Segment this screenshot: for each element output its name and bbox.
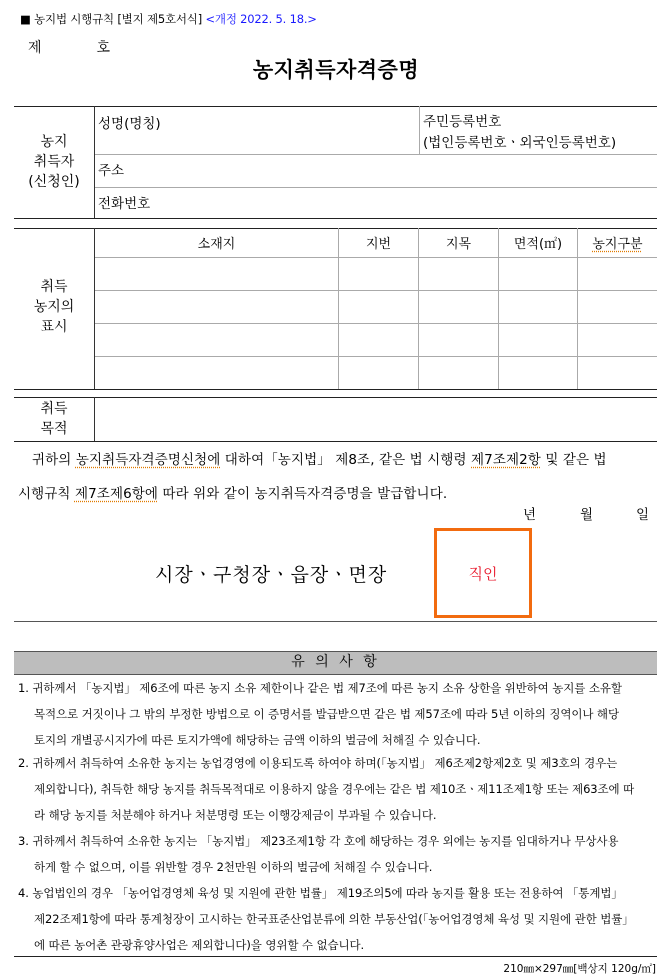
label-line: 표시 [40, 319, 68, 335]
id-label-line1: 주민등록번호 [423, 114, 502, 130]
land-table-body [95, 258, 657, 389]
table-cell-location-3[interactable] [95, 324, 338, 356]
purpose-label [14, 399, 94, 439]
notice-line: 3. 귀하께서 취득하여 소유한 농지는 「농지법」 제23조제1항 각 호에 해당하는 경우 외에는 농지를 임대하거나 무상사용 [18, 834, 619, 848]
divider [14, 228, 657, 229]
divider [14, 441, 657, 442]
serial-prefix: 제 [28, 40, 42, 56]
statement-line-2 [18, 482, 447, 502]
notice-line: 라 해당 농지를 처분해야 하거나 처분명령 또는 이행강제금이 부과될 수 있습니다. [34, 808, 437, 822]
address-label: 주소 [98, 163, 125, 179]
text: 귀하의 [32, 452, 76, 468]
name-label: 성명(명칭) [98, 116, 161, 132]
label-line: 농지의 [33, 299, 75, 315]
notice-line: 4. 농업법인의 경우 「농어업경영체 육성 및 지원에 관한 법률」 제19조의5에 따라 농지를 활용 또는 전용하여 「통계법」 [18, 886, 623, 900]
divider [95, 154, 657, 155]
divider [14, 621, 657, 622]
notice-line: 에 따른 농어촌 관광휴양사업은 제외합니다)을 영위할 수 없습니다. [34, 938, 365, 952]
divider [94, 397, 95, 441]
label-line: 목적 [40, 421, 68, 437]
phone-field[interactable] [98, 192, 150, 212]
text: 농지취득자격증명신청에 [75, 452, 221, 468]
date-year: 년 [523, 507, 537, 523]
issuer-title: 시장ㆍ구청장ㆍ읍장ㆍ면장 [155, 564, 388, 586]
form-reference [20, 11, 317, 27]
divider [14, 956, 657, 957]
statement-line-1 [32, 448, 607, 468]
table-cell-location-1[interactable] [95, 258, 338, 290]
text: 시행규칙 [18, 486, 75, 502]
divider [14, 218, 657, 219]
notice-item-1 [18, 675, 658, 753]
land-label [14, 277, 94, 337]
label-line: 취득 [40, 279, 68, 295]
notice-item-3 [18, 828, 658, 880]
notice-line: 제외합니다), 취득한 해당 농지를 취득목적대로 이용하지 않을 경우에는 같은 법 제10조ㆍ제11조제1항 또는 제63조에 따 [34, 782, 635, 796]
official-seal-box [434, 528, 532, 618]
text: 제7조제6항에 [74, 486, 159, 502]
paper-spec: 210㎜×297㎜[백상지 120g/㎡] [503, 963, 656, 975]
id-label-line2: (법인등록번호ㆍ외국인등록번호) [423, 135, 617, 151]
divider [14, 389, 657, 390]
table-cell-location-2[interactable] [95, 291, 338, 323]
divider [94, 106, 95, 218]
serial-suffix: 호 [96, 40, 110, 56]
address-field[interactable] [98, 159, 124, 179]
column-header-area: 면적(㎡) [513, 237, 563, 252]
divider [95, 187, 657, 188]
notice-line: 제22조제1항에 따라 통계청장이 고시하는 한국표준산업분류에 의한 부동산업(「농어업경영체 육성 및 지원에 관한 법률」 [34, 912, 634, 926]
seal-label: 직인 [468, 564, 498, 583]
label-line: 농지 [40, 134, 68, 150]
column-header-location: 소재지 [197, 237, 236, 252]
label-line: (신청인) [28, 174, 80, 190]
notice-item-2 [18, 750, 658, 828]
date-day: 일 [636, 507, 650, 523]
notice-line: 1. 귀하께서 「농지법」 제6조에 따른 농지 소유 제한이나 같은 법 제7조에 따른 농지 소유 상한을 위반하여 농지를 소유할 [18, 681, 622, 695]
notices-heading: 유 의 사 항 [14, 651, 657, 675]
notice-line: 2. 귀하께서 취득하여 소유한 농지는 농업경영에 이용되도록 하여야 하며(「농지법」 제6조제2항제2호 및 제3호의 경우는 [18, 756, 618, 770]
document-title: 농지취득자격증명 [252, 58, 420, 82]
form-reference-text: ■ 농지법 시행규칙 [별지 제5호서식] [20, 12, 202, 26]
table-cell-location-4[interactable] [95, 357, 338, 389]
revision-date: <개정 2022. 5. 18.> [205, 12, 317, 26]
text: 따라 위와 같이 농지취득자격증명을 발급합니다. [158, 486, 448, 502]
notice-item-4 [18, 880, 658, 958]
divider [14, 106, 657, 107]
text: 제7조제2항 [471, 452, 541, 468]
text: 대하여「농지법」 제8조, 같은 법 시행령 [220, 452, 471, 468]
divider [419, 106, 420, 154]
notice-line: 토지의 개별공시지가에 따른 토지가액에 해당하는 금액 이하의 벌금에 처해질 수 있습니다. [34, 733, 481, 747]
column-header-land-category: 지목 [445, 237, 472, 252]
text: 및 같은 법 [540, 452, 607, 468]
phone-label: 전화번호 [98, 196, 151, 212]
notice-line: 하게 할 수 없으며, 이를 위반할 경우 2천만원 이하의 벌금에 처해질 수 있습니다. [34, 860, 433, 874]
purpose-field[interactable] [96, 398, 656, 440]
applicant-label [14, 132, 94, 192]
column-header-lot-number: 지번 [365, 237, 392, 252]
notice-line: 목적으로 거짓이나 그 밖의 부정한 방법으로 이 증명서를 발급받으면 같은 법 제57조에 따라 5년 이하의 징역이나 해당 [34, 707, 619, 721]
column-header-farmland-type: 농지구분 [592, 237, 643, 252]
label-line: 취득자 [33, 154, 75, 170]
id-number-field[interactable] [423, 112, 616, 154]
date-month: 월 [580, 507, 594, 523]
name-field[interactable] [98, 112, 161, 132]
label-line: 취득 [40, 401, 68, 417]
